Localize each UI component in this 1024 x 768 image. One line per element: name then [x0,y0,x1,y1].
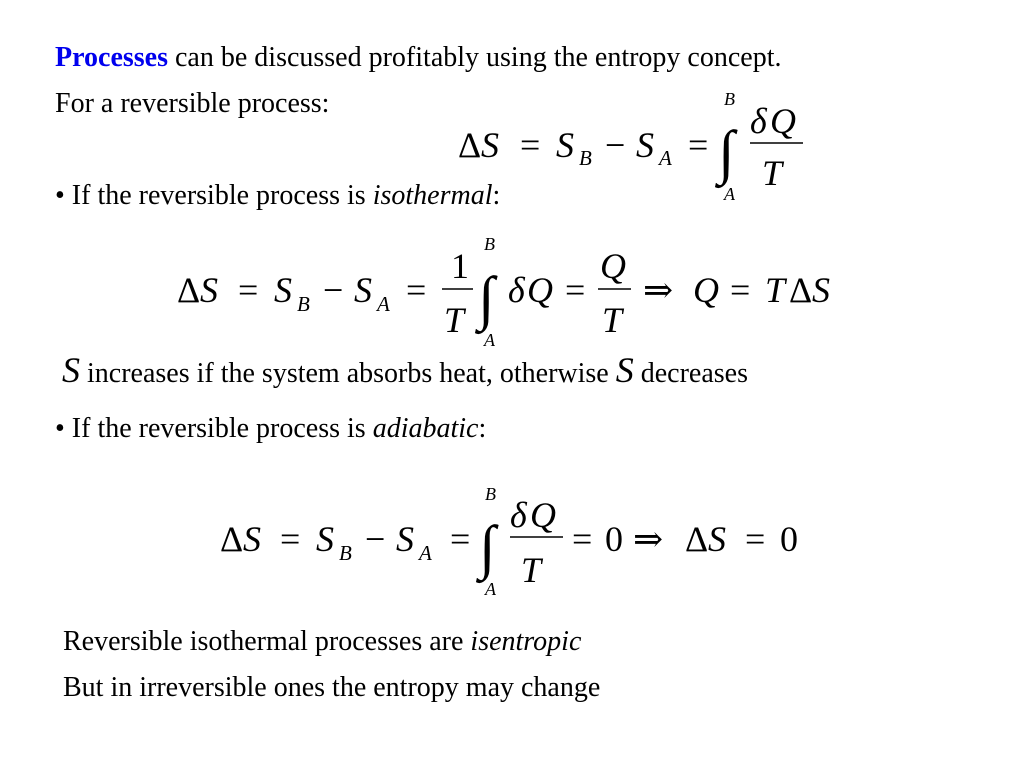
isentropic-statement-prefix: Reversible isothermal processes are [63,626,471,657]
eq3-delta-symbol-2: Δ [685,519,709,559]
eq3-implies-arrow: ⇒ [633,519,664,559]
eq3-upper-limit: B [485,484,496,504]
eq2-num-one: 1 [451,246,469,286]
eq2-implies-arrow: ⇒ [643,270,674,310]
eq1-upper-limit: B [724,89,735,109]
eq3-s-b: S [316,519,334,559]
eq2-equals-2: = [406,270,427,310]
eq2-equals-4: = [730,270,751,310]
eq2-q: Q [693,270,719,310]
eq2-delta-symbol-2: Δ [789,270,813,310]
eq3-sub-b: B [339,541,352,565]
eq3-zero: 0 [605,519,623,559]
eq2-equals: = [238,270,259,310]
eq2-s-final: S [812,270,830,310]
eq2-t: T [765,270,786,310]
eq1-sub-a: A [659,146,672,170]
eq1-lower-limit: A [724,184,735,204]
entropy-symbol-2: S [615,350,634,390]
entropy-change-end: decreases [633,358,748,389]
eq3-equals: = [280,519,301,559]
eq3-den-t: T [521,550,542,590]
eq3-equals-2: = [450,519,471,559]
eq2-sub-b: B [297,292,310,316]
eq3-num-delta: δ [510,495,527,535]
eq3-num-q: Q [530,495,556,535]
eq2-den-t: T [444,300,465,340]
eq2-sub-a: A [377,292,390,316]
eq3-lower-limit: A [485,579,496,599]
eq1-equals: = [520,125,541,165]
adiabatic-bullet-suffix: : [478,413,487,444]
eq3-sub-a: A [419,541,432,565]
eq2-s-a: S [354,270,372,310]
isothermal-bullet-prefix: • If the reversible process is [55,180,373,211]
eq2-delta-q-q: Q [527,270,553,310]
eq1-num-delta: δ [750,101,767,141]
eq3-equals-4: = [745,519,766,559]
eq2-upper-limit: B [484,234,495,254]
eq2-num-q: Q [600,246,626,286]
eq2-delta-symbol: Δ [177,270,201,310]
eq2-delta-q-d: δ [508,270,525,310]
eq3-minus: − [365,519,386,559]
intro-line-text: can be discussed profitably using the entropy concept. [168,42,782,73]
eq3-s-a: S [396,519,414,559]
isentropic-keyword: isentropic [470,626,582,657]
eq2-den-t-2: T [602,300,623,340]
eq2-minus: − [323,270,344,310]
isothermal-bullet-suffix: : [492,180,501,211]
eq2-s: S [200,270,218,310]
eq2-integral-sign: ∫ [478,265,495,331]
eq1-s-b: S [556,125,574,165]
isothermal-keyword: isothermal [372,180,493,211]
eq1-equals-2: = [688,125,709,165]
entropy-symbol-1: S [62,350,80,390]
eq2-equals-3: = [565,270,586,310]
eq3-s-final: S [708,519,726,559]
eq1-minus: − [605,125,626,165]
eq1-integral-sign: ∫ [718,119,735,185]
eq3-delta-symbol: Δ [220,519,244,559]
eq3-zero-final: 0 [780,519,798,559]
eq1-num-q: Q [770,101,796,141]
eq3-equals-3: = [572,519,593,559]
isentropic-statement [63,626,581,658]
adiabatic-bullet-prefix: • If the reversible process is [55,413,373,444]
entropy-change-text: increases if the system absorbs heat, otherwise [80,358,616,389]
eq1-delta-symbol: Δ [458,125,482,165]
eq3-integral-sign: ∫ [479,514,496,580]
irreversible-statement: But in irreversible ones the entropy may change [63,672,601,703]
eq1-s: S [481,125,499,165]
reversible-process-label: For a reversible process: [55,88,330,119]
eq2-s-b: S [274,270,292,310]
adiabatic-keyword: adiabatic [372,413,479,444]
processes-keyword: Processes [55,42,168,73]
eq1-den-t: T [762,153,783,193]
eq2-lower-limit: A [484,330,495,350]
eq1-s-a: S [636,125,654,165]
eq1-sub-b: B [579,146,592,170]
eq3-s: S [243,519,261,559]
